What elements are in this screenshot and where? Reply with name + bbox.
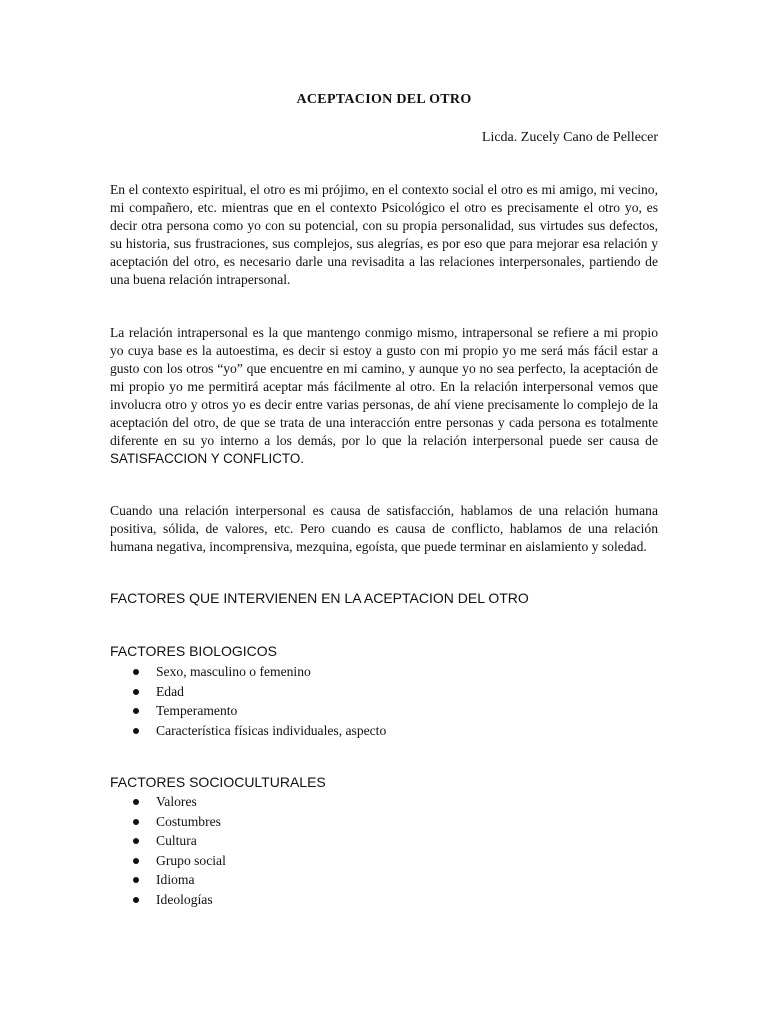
section-heading-socioculturales: FACTORES SOCIOCULTURALES [110,774,326,790]
bullet-icon [133,838,139,844]
list-item-text: Costumbres [156,813,221,829]
list-item [110,682,386,702]
paragraph-3-text: Cuando una relación interpersonal es causa de satisfacción, hablamos de una relación humana positiva, sólida, de valores, etc. Pero cuando es causa de conflicto, hablamos de una relación humana negativa, incomprensiva, mezquina, egoísta, que puede terminar en aislamiento y soledad. [110,503,658,554]
list-item-text: Valores [156,794,197,809]
list-item-text: Temperamento [156,703,238,718]
bullet-icon [133,669,139,675]
list-item-text: Característica físicas individuales, aspecto [156,722,387,738]
bullet-icon [133,819,139,825]
main-heading: FACTORES QUE INTERVIENEN EN LA ACEPTACION DEL OTRO [110,590,529,606]
bullet-icon [133,897,139,903]
list-item [110,851,226,871]
document-title: ACEPTACION DEL OTRO [296,92,472,107]
list-item-text: Cultura [156,833,197,848]
list-item-text: Ideologías [156,891,213,907]
author-line: Licda. Zucely Cano de Pellecer [481,130,658,145]
list-item-text: Edad [156,683,184,699]
bullet-icon [133,858,139,864]
bullet-icon [133,728,139,734]
list-socioculturales [110,792,226,909]
paragraph-1 [110,181,658,289]
paragraph-2-text: La relación intrapersonal es la que mantengo conmigo mismo, intrapersonal se refiere a mi propio yo cuya base es la autoestima, es decir si estoy a gusto con mi propio yo me será más fácil estar a gusto con los otros “yo” que encuentre en mi camino, y aunque yo no sea perfecto, la aceptación de mi propio yo me permitirá aceptar más fácilmente al otro. En la relación interpersonal vemos que involucra otro y otros yo es decir entre varias personas, de ahí viene precisamente lo complejo de la aceptación del otro, de que se trata de una interacción entre personas y cada persona es totalmente diferente en su yo interno a los demás, por lo que la relación interpersonal puede ser causa de [110,325,658,448]
list-biologicos [110,662,386,740]
paragraph-3 [110,502,658,556]
list-item [110,701,386,721]
bullet-icon [133,877,139,883]
list-item-text: Sexo, masculino o femenino [156,664,311,679]
paragraph-2-emphasis: SATISFACCION Y CONFLICTO. [110,451,304,466]
list-item [110,792,226,812]
list-item [110,812,226,832]
list-item-text: Idioma [156,872,195,887]
paragraph-2 [110,324,658,468]
list-item-text: Grupo social [156,852,226,868]
bullet-icon [133,799,139,805]
list-item [110,890,226,910]
bullet-icon [133,689,139,695]
list-item [110,721,386,741]
section-heading-biologicos: FACTORES BIOLOGICOS [110,643,278,659]
paragraph-1-text: En el contexto espiritual, el otro es mi prójimo, en el contexto social el otro es mi amigo, mi vecino, mi compañero, etc. mientras que en el contexto Psicológico el otro es precisamente el otro yo, es decir otra persona como yo con su potencial, con su propia personalidad, sus virtudes sus defectos, su historia, sus frustraciones, sus complejos, sus alegrías, es por eso que para mejorar esa relación y aceptación del otro, es necesario darle una revisadita a las relaciones interpersonales, partiendo de una buena relación intrapersonal. [110,182,658,287]
list-item [110,831,226,851]
bullet-icon [133,708,139,714]
list-item [110,662,386,682]
list-item [110,870,226,890]
